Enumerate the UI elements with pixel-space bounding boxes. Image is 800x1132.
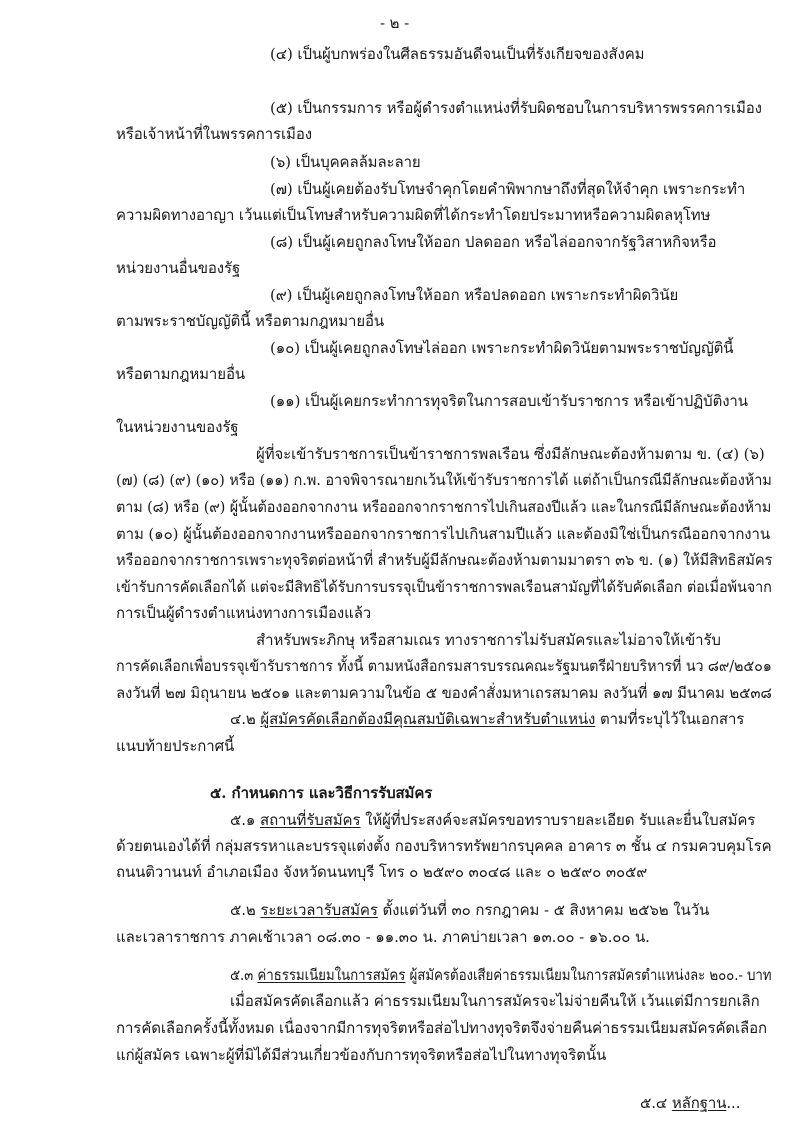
text-line: ลงวันที่ ๒๗ มิถุนายน ๒๕๐๑ และตามความในข้อ ๕ ของคำสั่งมหาเถรสมาคม ลงวันที่ ๑๗ มีนาคม ๒๕๓๘	[116, 684, 772, 702]
continuation-footer	[640, 1093, 740, 1113]
text-line: และเวลาราชการ ภาคเช้าเวลา ๐๘.๓๐ - ๑๑.๓๐ น. ภาคบ่ายเวลา ๑๓.๐๐ - ๑๖.๐๐ น.	[116, 928, 650, 946]
text-line: การเป็นผู้ดำรงตำแหน่งทางการเมืองแล้ว	[116, 604, 372, 622]
section-number: ๕.๒	[230, 901, 261, 919]
section-number: ๔.๒	[230, 710, 261, 728]
text-line: หน่วยงานอื่นของรัฐ	[116, 259, 241, 277]
text-line: (๕) เป็นกรรมการ หรือผู้ดำรงตำแหน่งที่รับผิดชอบในการบริหารพรรคการเมือง	[270, 99, 762, 117]
text-line: ถนนติวานนท์ อำเภอเมือง จังหวัดนนทบุรี โทร ๐ ๒๕๙๐ ๓๐๔๘ และ ๐ ๒๕๙๐ ๓๐๕๙	[116, 863, 648, 881]
section-number: ๕.๓	[230, 966, 258, 984]
section-number: ๕.๑	[230, 811, 261, 829]
section-5-2	[230, 900, 709, 920]
section-5-1	[230, 810, 755, 830]
text-line: (๗) เป็นผู้เคยต้องรับโทษจำคุกโดยคำพิพากษาถึงที่สุดให้จำคุก เพราะกระทำ	[270, 180, 746, 198]
text-line: แก่ผู้สมัคร เฉพาะผู้ที่มิได้มีส่วนเกี่ยวข้องกับการทุจริตหรือส่อไปในทางทุจริตนั้น	[116, 1046, 607, 1064]
section-5-3	[230, 965, 771, 985]
text-line: การคัดเลือกเพื่อบรรจุเข้ารับราชการ ทั้งนี้ ตามหนังสือกรมสารบรรณคณะรัฐมนตรีฝ่ายบริหารที่ นว ๘๙/๒๕๐๑	[116, 657, 772, 675]
text-line: หรือตามกฎหมายอื่น	[116, 365, 246, 383]
text-line: ในหน่วยงานของรัฐ	[116, 418, 239, 436]
text-line: ตาม (๘) หรือ (๙) ผู้นั้นต้องออกจากงาน หรือออกจากราชการไปเกินสองปีแล้ว และในกรณีมีลักษณะต้องห้าม	[116, 498, 772, 516]
section-heading: สถานที่รับสมัคร	[260, 811, 361, 829]
text-line: (๘) เป็นผู้เคยถูกลงโทษให้ออก ปลดออก หรือไล่ออกจากรัฐวิสาหกิจหรือ	[270, 233, 717, 251]
text-line: สำหรับพระภิกษุ หรือสามเณร ทางราชการไม่รับสมัครและไม่อาจให้เข้ารับ	[256, 631, 721, 649]
text-line: ตาม (๑๐) ผู้นั้นต้องออกจากงานหรือออกจากราชการไปเกินสามปีแล้ว และต้องมิใช่เป็นกรณีออกจากงาน	[116, 525, 771, 543]
text-line: (๖) เป็นบุคคลล้มละลาย	[270, 153, 421, 171]
ellipsis: ...	[726, 1094, 741, 1112]
section-text: ผู้สมัครต้องเสียค่าธรรมเนียมในการสมัครตำแหน่งละ ๒๐๐.- บาท	[405, 966, 772, 984]
text-line: ด้วยตนเองได้ที่ กลุ่มสรรหาและบรรจุแต่งตั้ง กองบริหารทรัพยากรบุคคล อาคาร ๓ ชั้น ๔ กรมควบคุมโรค	[116, 837, 772, 855]
section-heading: ผู้สมัครคัดเลือกต้องมีคุณสมบัติเฉพาะสำหรับตำแหน่ง	[260, 710, 596, 728]
text-line: ความผิดทางอาญา เว้นแต่เป็นโทษสำหรับความผิดที่ได้กระทำโดยประมาทหรือความผิดลหุโทษ	[116, 206, 711, 224]
section-number: ๕.๔	[640, 1094, 672, 1112]
text-line: การคัดเลือกครั้งนี้ทั้งหมด เนื่องจากมีการทุจริตหรือส่อไปทางทุจริตจึงจ่ายคืนค่าธรรมเนียมสมัครคัดเลือก	[116, 1019, 768, 1037]
section-text: ตามที่ระบุไว้ในเอกสาร	[595, 710, 745, 728]
text-line: แนบท้ายประกาศนี้	[116, 737, 235, 755]
text-line: (๙) เป็นผู้เคยถูกลงโทษให้ออก หรือปลดออก เพราะกระทำผิดวินัย	[270, 286, 679, 304]
section-heading: ค่าธรรมเนียมในการสมัคร	[257, 966, 406, 984]
text-line: (๑๐) เป็นผู้เคยถูกลงโทษไล่ออก เพราะกระทำผิดวินัยตามพระราชบัญญัตินี้	[270, 339, 734, 357]
section-4-2	[230, 709, 744, 729]
section-heading: หลักฐาน	[671, 1094, 727, 1112]
text-line: (๔) เป็นผู้บกพร่องในศีลธรรมอันดีจนเป็นที่รังเกียจของสังคม	[270, 45, 645, 63]
page-number: - ๒ -	[380, 14, 410, 32]
text-line: (๗) (๘) (๙) (๑๐) หรือ (๑๑) ก.พ. อาจพิจารณายกเว้นให้เข้ารับราชการได้ แต่ถ้าเป็นกรณีมีลักษณะต้องห้าม	[116, 471, 772, 489]
text-line: เข้ารับการคัดเลือกได้ แต่จะมีสิทธิได้รับการบรรจุเป็นข้าราชการพลเรือนสามัญที่ได้รับคัดเลือก ต่อเมื่อพ้นจาก	[116, 578, 772, 596]
text-line: เมื่อสมัครคัดเลือกแล้ว ค่าธรรมเนียมในการสมัครจะไม่จ่ายคืนให้ เว้นแต่มีการยกเลิก	[230, 992, 760, 1010]
section-5-heading: ๕. กำหนดการ และวิธีการรับสมัคร	[210, 784, 433, 802]
text-line: (๑๑) เป็นผู้เคยกระทำการทุจริตในการสอบเข้ารับราชการ หรือเข้าปฏิบัติงาน	[270, 392, 748, 410]
text-line: ผู้ที่จะเข้ารับราชการเป็นข้าราชการพลเรือน ซึ่งมีลักษณะต้องห้ามตาม ข. (๔) (๖)	[256, 445, 765, 463]
text-line: ตามพระราชบัญญัตินี้ หรือตามกฎหมายอื่น	[116, 312, 385, 330]
section-text: ตั้งแต่วันที่ ๓๐ กรกฎาคม - ๕ สิงหาคม ๒๕๖๒ ในวัน	[377, 901, 710, 919]
section-heading: ระยะเวลารับสมัคร	[260, 901, 378, 919]
text-line: หรือออกจากราชการเพราะทุจริตต่อหน้าที่ สำหรับผู้มีลักษณะต้องห้ามตามมาตรา ๓๖ ข. (๑) ให้มีสิทธิสมัคร	[116, 551, 773, 569]
text-line: หรือเจ้าหน้าที่ในพรรคการเมือง	[116, 125, 312, 143]
section-text: ให้ผู้ที่ประสงค์จะสมัครขอทราบรายละเอียด รับและยื่นใบสมัคร	[360, 811, 756, 829]
